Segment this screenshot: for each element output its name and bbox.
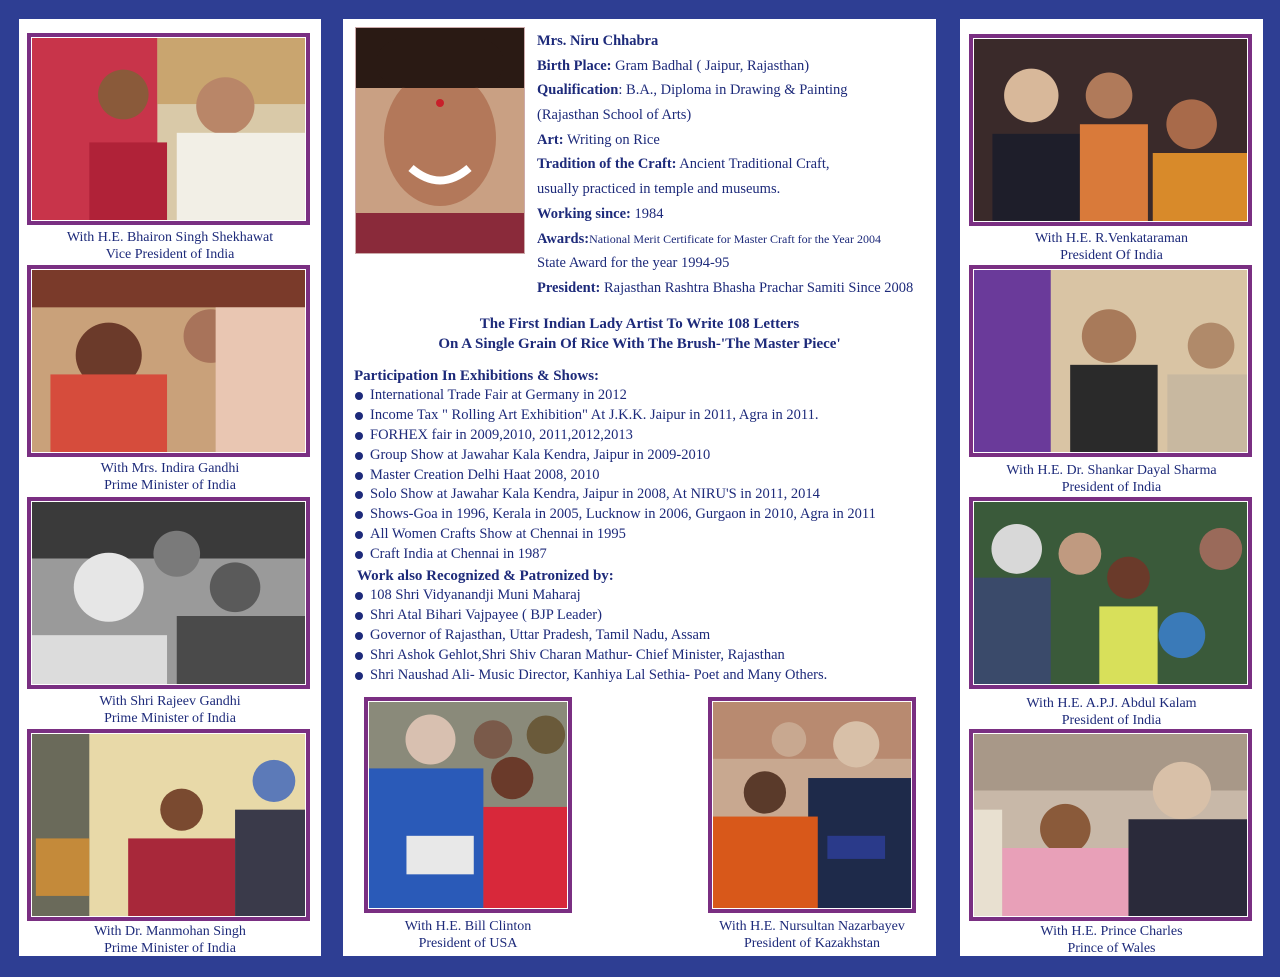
- list-item: Shri Ashok Gehlot,Shri Shiv Charan Mathur- Chief Minister, Rajasthan: [354, 646, 827, 666]
- caption-line: With H.E. Nursultan Nazarbayev: [719, 919, 905, 934]
- caption-line: With Shri Rajeev Gandhi: [99, 694, 241, 709]
- caption-line: Prime Minister of India: [104, 941, 236, 956]
- list-item: Shri Naushad Ali- Music Director, Kanhiya Lal Sethia- Poet and Many Others.: [354, 666, 827, 686]
- photo-shankar-dayal-sharma: [969, 265, 1252, 457]
- caption-line: With H.E. R.Venkataraman: [1034, 231, 1188, 246]
- patronized-title: Work also Recognized & Patronized by:: [357, 568, 614, 584]
- bullet-icon: [355, 392, 363, 400]
- caption-shekhawat: [19, 229, 321, 263]
- list-item: International Trade Fair at Germany in 2012: [354, 386, 876, 406]
- caption-line: President of India: [1061, 713, 1162, 728]
- caption-abdul-kalam: [960, 695, 1263, 729]
- caption-line: President Of India: [1060, 248, 1163, 263]
- photo-manmohan-singh: [27, 729, 310, 921]
- artist-name: Mrs. Niru Chhabra: [537, 33, 659, 49]
- caption-line: With H.E. Bill Clinton: [404, 919, 532, 934]
- artist-bio: [537, 29, 932, 301]
- list-item: All Women Crafts Show at Chennai in 1995: [354, 525, 876, 545]
- exhibitions-title: Participation In Exhibitions & Shows:: [354, 368, 600, 384]
- caption-line: With H.E. A.P.J. Abdul Kalam: [1026, 696, 1197, 711]
- list-item: Solo Show at Jawahar Kala Kendra, Jaipur in 2008, At NIRU'S in 2011, 2014: [354, 485, 876, 505]
- patronized-list: [354, 586, 827, 685]
- working-label: Working since:: [537, 205, 631, 222]
- awards-value: National Merit Certificate for Master Craft for the Year 2004: [589, 231, 882, 246]
- headline-line-1: The First Indian Lady Artist To Write 108 Letters: [479, 316, 800, 332]
- photo-indira-gandhi: [27, 265, 310, 457]
- caption-line: With H.E. Bhairon Singh Shekhawat: [66, 230, 274, 245]
- list-item: Group Show at Jawahar Kala Kendra, Jaipur in 2009-2010: [354, 446, 876, 466]
- birth-value: Gram Badhal ( Jaipur, Rajasthan): [611, 57, 810, 74]
- photo-shekhawat: [27, 33, 310, 225]
- caption-line: President of Kazakhstan: [743, 936, 881, 951]
- photo-venkataraman: [969, 34, 1252, 226]
- bullet-icon: [355, 652, 363, 660]
- bullet-icon: [355, 472, 363, 480]
- president-value: Rajasthan Rashtra Bhasha Prachar Samiti Since 2008: [600, 279, 914, 296]
- art-label: Art:: [537, 131, 564, 148]
- headline: [343, 314, 936, 354]
- bullet-icon: [355, 452, 363, 460]
- tradition-value: Ancient Traditional Craft,: [676, 156, 830, 173]
- caption-bill-clinton: [343, 918, 593, 952]
- list-item: Income Tax " Rolling Art Exhibition" At J.K.K. Jaipur in 2011, Agra in 2011.: [354, 406, 876, 426]
- president-label: President:: [537, 279, 601, 296]
- caption-prince-charles: [960, 923, 1263, 957]
- list-item: FORHEX fair in 2009,2010, 2011,2012,2013: [354, 426, 876, 446]
- caption-rajeev-gandhi: [19, 693, 321, 727]
- list-item: 108 Shri Vidyanandji Muni Maharaj: [354, 586, 827, 606]
- qualification-label: Qualification: [537, 82, 619, 99]
- exhibitions-list: [354, 386, 876, 565]
- bullet-icon: [355, 412, 363, 420]
- caption-line: With Mrs. Indira Gandhi: [100, 461, 240, 476]
- qualification-value: : B.A., Diploma in Drawing & Painting: [618, 82, 848, 99]
- photo-nazarbayev: [708, 697, 916, 913]
- caption-line: With H.E. Dr. Shankar Dayal Sharma: [1006, 463, 1217, 478]
- bullet-icon: [355, 551, 363, 559]
- bullet-icon: [355, 432, 363, 440]
- artist-portrait: [355, 27, 525, 254]
- caption-shankar-dayal-sharma: [960, 462, 1263, 496]
- photo-abdul-kalam: [969, 497, 1252, 689]
- caption-nazarbayev: [680, 918, 944, 952]
- bullet-icon: [355, 592, 363, 600]
- list-item: Governor of Rajasthan, Uttar Pradesh, Tamil Nadu, Assam: [354, 626, 827, 646]
- working-value: 1984: [630, 205, 664, 222]
- bullet-icon: [355, 632, 363, 640]
- list-item: Master Creation Delhi Haat 2008, 2010: [354, 466, 876, 486]
- photo-bill-clinton: [364, 697, 572, 913]
- awards-label: Awards:: [537, 230, 590, 247]
- caption-line: Vice President of India: [105, 247, 235, 262]
- list-item: Shows-Goa in 1996, Kerala in 2005, Lucknow in 2006, Gurgaon in 2010, Agra in 2011: [354, 505, 876, 525]
- caption-line: Prime Minister of India: [104, 478, 236, 493]
- qualification-value-2: (Rajasthan School of Arts): [537, 107, 692, 124]
- list-item: Shri Atal Bihari Vajpayee ( BJP Leader): [354, 606, 827, 626]
- birth-label: Birth Place:: [537, 57, 612, 74]
- headline-line-2: On A Single Grain Of Rice With The Brush-'The Master Piece': [438, 336, 841, 352]
- awards-value-2: State Award for the year 1994-95: [537, 255, 730, 272]
- caption-line: With Dr. Manmohan Singh: [94, 924, 246, 939]
- bullet-icon: [355, 612, 363, 620]
- caption-manmohan-singh: [19, 923, 321, 957]
- caption-line: Prince of Wales: [1067, 941, 1156, 956]
- tradition-value-2: usually practiced in temple and museums.: [537, 181, 781, 198]
- caption-line: President of USA: [418, 936, 518, 951]
- art-value: Writing on Rice: [563, 131, 660, 148]
- caption-line: President of India: [1061, 480, 1162, 495]
- caption-line: With H.E. Prince Charles: [1040, 924, 1183, 939]
- bullet-icon: [355, 531, 363, 539]
- caption-indira-gandhi: [19, 460, 321, 494]
- bullet-icon: [355, 511, 363, 519]
- photo-prince-charles: [969, 729, 1252, 921]
- bullet-icon: [355, 672, 363, 680]
- photo-rajeev-gandhi: [27, 497, 310, 689]
- tradition-label: Tradition of the Craft:: [537, 156, 677, 173]
- bullet-icon: [355, 491, 363, 499]
- list-item: Craft India at Chennai in 1987: [354, 545, 876, 565]
- caption-line: Prime Minister of India: [104, 711, 236, 726]
- caption-venkataraman: [960, 230, 1263, 264]
